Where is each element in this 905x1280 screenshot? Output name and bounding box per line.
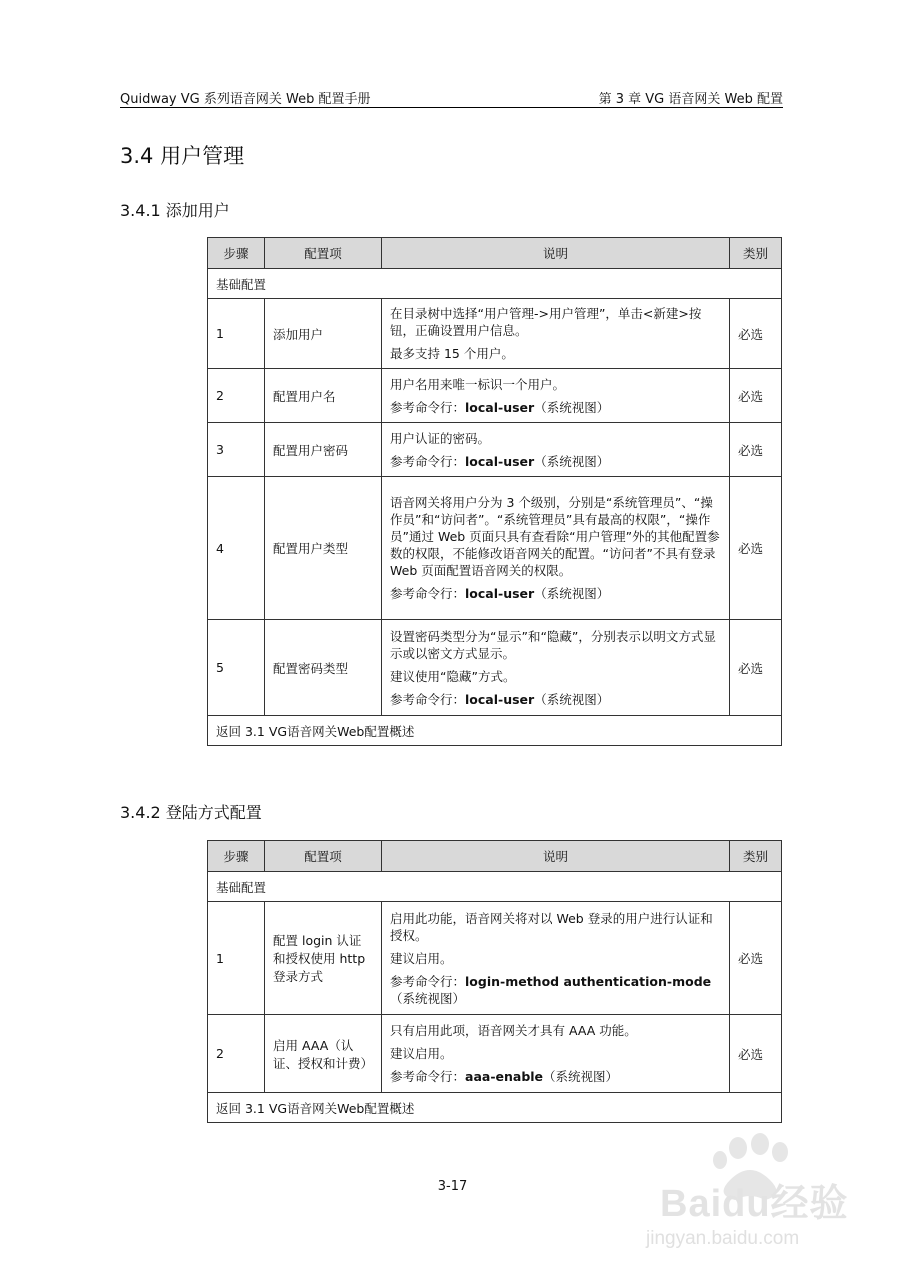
step-cell: 3 [208,423,265,477]
command-name: local-user [465,586,535,601]
command-name: aaa-enable [465,1069,544,1084]
desc-cell [382,369,730,423]
command-reference [390,691,721,708]
col-header-category: 类别 [730,841,782,872]
header-divider [120,107,783,108]
desc-text: 在目录树中选择“用户管理->用户管理”，单击<新建>按钮，正确设置用户信息。 [390,306,702,338]
desc-text: 语音网关将用户分为 3 个级别，分别是“系统管理员”、“操作员”和“访问者”。“系统管理员”具有最高的权限”，“操作员”通过 Web 页面只具有查看除“用户管理”外的其他配置参数的权限，不能修改语音网关的配置。“访问者”不具有登录 Web 页面配置语音网关的权限。 [390,495,720,578]
item-cell: 配置密码类型 [265,620,382,716]
header-chapter-title: 第 3 章 VG 语音网关 Web 配置 [598,92,783,107]
item-cell: 配置用户密码 [265,423,382,477]
table-row [208,1015,782,1093]
table-row [208,620,782,716]
table-row [208,423,782,477]
group-row [208,872,782,902]
step-cell: 1 [208,299,265,369]
ref-prefix: 参考命令行： [390,691,466,707]
command-reference [390,585,721,602]
step-cell: 2 [208,369,265,423]
ref-prefix: 参考命令行： [390,1069,466,1084]
desc-text: 只有启用此项，语音网关才具有 AAA 功能。 [390,1023,637,1038]
subsection-add-user-title: 3.4.1 添加用户 [120,201,230,220]
desc-cell [382,1015,730,1093]
page-number: 3-17 [437,1179,468,1194]
col-header-step: 步骤 [208,841,265,872]
section-title: 3.4 用户管理 [120,144,245,168]
col-header-step: 步骤 [208,238,265,269]
ref-suffix: （系统视图） [534,453,610,469]
category-cell: 必选 [730,620,782,716]
desc-text: 建议使用“隐藏”方式。 [390,668,516,684]
baidu-jingyan-watermark [620,1130,890,1270]
command-reference [390,1068,721,1085]
ref-suffix: （系统视图） [390,990,466,1006]
desc-cell [382,477,730,620]
desc-cell [382,902,730,1015]
ref-suffix: （系统视图） [543,1069,619,1084]
command-name: local-user [465,399,535,415]
item-cell: 配置用户名 [265,369,382,423]
command-reference [390,399,721,416]
group-label: 基础配置 [208,872,782,902]
item-cell: 启用 AAA（认证、授权和计费） [265,1015,382,1093]
ref-prefix: 参考命令行： [390,586,466,601]
step-cell: 2 [208,1015,265,1093]
table-row [208,902,782,1015]
item-cell: 添加用户 [265,299,382,369]
add-user-table [207,237,782,746]
table-row [208,299,782,369]
group-label: 基础配置 [208,269,782,299]
col-header-desc: 说明 [382,238,730,269]
col-header-category: 类别 [730,238,782,269]
col-header-item: 配置项 [265,841,382,872]
command-reference [390,973,721,1007]
ref-prefix: 参考命令行： [390,973,466,989]
back-link-row [208,1093,782,1123]
watermark-url: jingyan.baidu.com [646,1228,800,1249]
step-cell: 1 [208,902,265,1015]
desc-cell [382,299,730,369]
desc-text: 启用此功能，语音网关将对以 Web 登录的用户进行认证和授权。 [390,910,713,943]
header-manual-title: Quidway VG 系列语音网关 Web 配置手册 [120,92,371,107]
category-cell: 必选 [730,423,782,477]
col-header-item: 配置项 [265,238,382,269]
command-reference [390,453,721,470]
ref-suffix: （系统视图） [534,586,610,601]
item-cell: 配置用户类型 [265,477,382,620]
desc-cell [382,620,730,716]
ref-suffix: （系统视图） [534,399,610,415]
category-cell: 必选 [730,902,782,1015]
desc-text: 用户名用来唯一标识一个用户。 [390,376,566,392]
command-name: login-method authentication-mode [465,973,712,989]
ref-prefix: 参考命令行： [390,453,466,469]
category-cell: 必选 [730,477,782,620]
watermark-brand: Baidu经验 [660,1183,849,1225]
col-header-desc: 说明 [382,841,730,872]
desc-text: 最多支持 15 个用户。 [390,346,514,361]
command-name: local-user [465,691,535,707]
category-cell: 必选 [730,369,782,423]
ref-prefix: 参考命令行： [390,399,466,415]
back-to-overview-link[interactable]: 返回 3.1 VG语音网关Web配置概述 [208,716,782,746]
subsection-login-method-title: 3.4.2 登陆方式配置 [120,803,262,822]
desc-text: 用户认证的密码。 [390,430,491,446]
step-cell: 4 [208,477,265,620]
table-header-row [208,841,782,872]
desc-text: 设置密码类型分为“显示”和“隐藏”，分别表示以明文方式显示或以密文方式显示。 [390,628,716,661]
category-cell: 必选 [730,299,782,369]
group-row [208,269,782,299]
desc-text: 建议启用。 [390,950,453,966]
back-to-overview-link[interactable]: 返回 3.1 VG语音网关Web配置概述 [208,1093,782,1123]
login-method-table [207,840,782,1123]
category-cell: 必选 [730,1015,782,1093]
desc-cell [382,423,730,477]
back-link-row [208,716,782,746]
ref-suffix: （系统视图） [534,691,610,707]
table-row [208,477,782,620]
desc-text: 建议启用。 [390,1046,453,1061]
item-cell: 配置 login 认证和授权使用 http 登录方式 [265,902,382,1015]
table-header-row [208,238,782,269]
table-row [208,369,782,423]
step-cell: 5 [208,620,265,716]
command-name: local-user [465,453,535,469]
